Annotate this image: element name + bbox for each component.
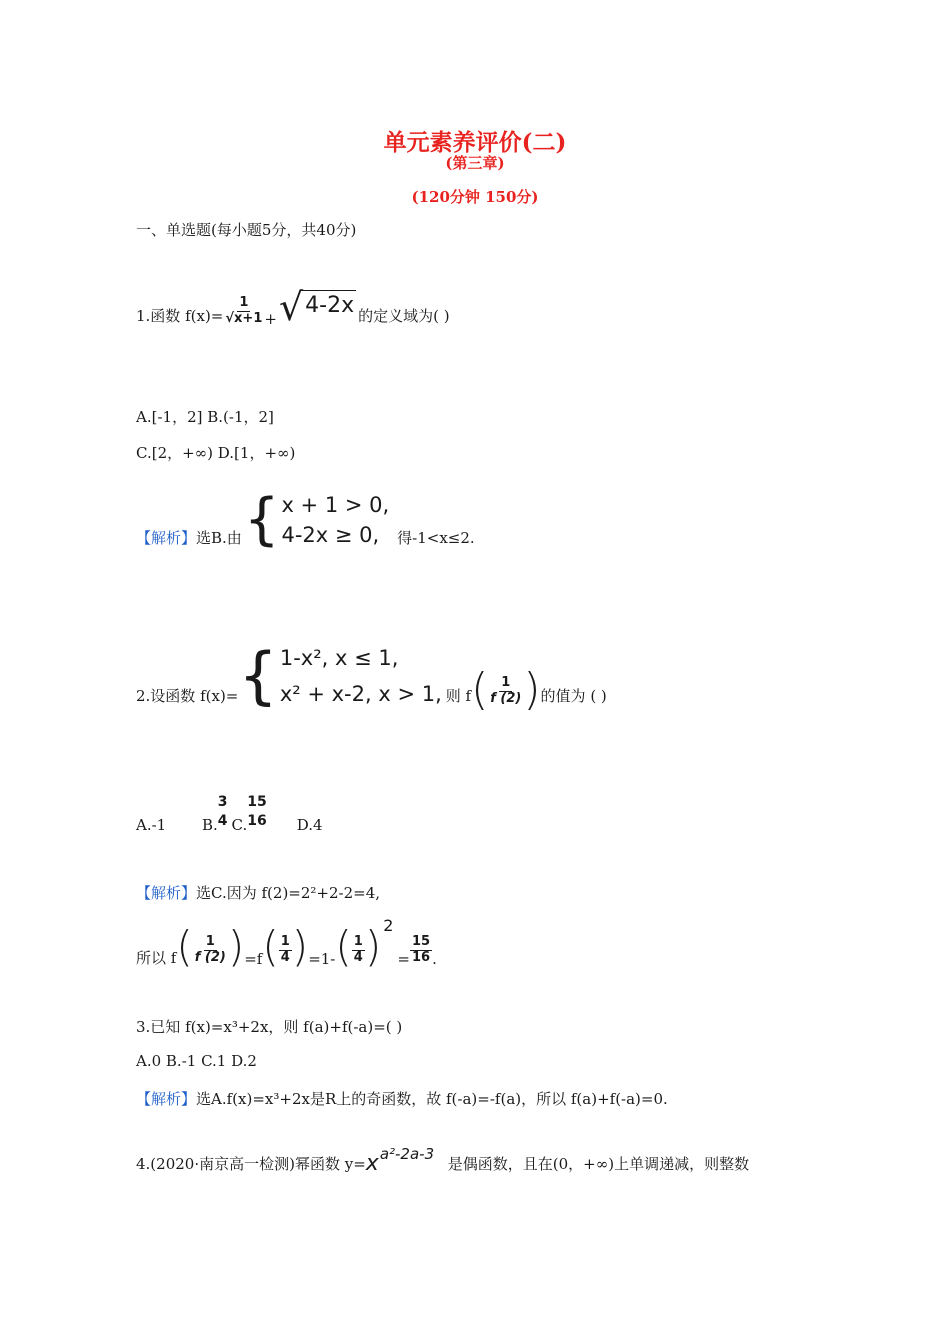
q3-solution	[136, 1088, 668, 1109]
q2-sol2-frac3	[352, 935, 365, 965]
q2-solution	[136, 882, 380, 903]
q1-case-2: 4-2x ≥ 0,	[281, 523, 380, 547]
question-1	[136, 276, 450, 336]
q2-prefix: 2.设函数 f(x)=	[136, 687, 239, 705]
page-title: 单元素养评价(二)	[383, 129, 567, 156]
q2-solution-line2	[136, 916, 437, 970]
right-paren-icon: )	[291, 922, 309, 971]
q4-suffix: 是偶函数，且在(0，+∞)上单调递减，则整数	[447, 1155, 750, 1173]
q3-solution-tag: 【解析】	[136, 1090, 197, 1108]
q2-sol2-frac2-den: 4	[280, 949, 290, 965]
q2-frac-num: 1	[501, 675, 511, 691]
q2-sol2-frac4-den: 16	[411, 949, 431, 965]
time-score: (120分钟 150分)	[411, 188, 539, 206]
q2-sol2-eq3: =	[397, 950, 410, 968]
q2-frac-den: f (2)	[490, 690, 522, 706]
q2-case-1: 1-x², x ≤ 1,	[279, 646, 399, 670]
q1-frac-den: √x+1	[225, 310, 263, 326]
right-paren-icon: )	[227, 922, 245, 971]
q2-sol2-frac2	[279, 935, 292, 965]
q2-option-b-den: 4	[217, 813, 228, 830]
q2-option-b-num: 3	[217, 793, 228, 810]
q2-suffix: 的值为 ( )	[540, 687, 607, 705]
q2-fraction	[488, 676, 523, 706]
chapter-label: (第三章)	[445, 154, 505, 172]
left-paren-icon: (	[471, 664, 489, 715]
left-brace-icon: {	[243, 487, 280, 552]
q1-plus: +	[264, 310, 277, 328]
q2-solution-text: 选C.因为 f(2)=2²+2-2=4,	[196, 884, 381, 902]
q2-sol2-eq2: =1-	[308, 950, 336, 968]
q4-base: x	[365, 1151, 379, 1176]
q2-sol2-end: .	[432, 950, 437, 968]
q2-option-a: A.-1	[136, 816, 167, 834]
q2-mid: 则 f	[445, 687, 472, 705]
q1-solution-tag: 【解析】	[136, 529, 197, 547]
right-paren-icon: )	[523, 664, 541, 715]
left-brace-icon: {	[238, 639, 278, 712]
right-paren-icon: )	[364, 922, 382, 971]
q2-sol2-frac1-den: f (2)	[194, 949, 226, 965]
q1-suffix: 的定义域为( )	[358, 307, 450, 325]
question-4	[136, 1130, 749, 1176]
q2-solution-tag: 【解析】	[136, 884, 197, 902]
q2-option-c-frac	[247, 793, 266, 832]
q3-options: A.0 B.-1 C.1 D.2	[136, 1052, 257, 1070]
q2-option-b-label: B.	[202, 816, 218, 834]
q2-sol2-exponent: 2	[383, 916, 394, 935]
q1-solution-text: 选B.由	[196, 529, 242, 547]
section-heading: 一、单选题(每小题5分，共40分)	[136, 221, 357, 239]
q2-sol2-prefix: 所以 f	[136, 949, 177, 967]
q1-fraction	[223, 296, 264, 326]
q1-sqrt-body: 4-2x	[303, 290, 356, 318]
question-2	[136, 632, 607, 715]
q1-cases	[243, 487, 390, 552]
q2-sol2-frac2-num: 1	[280, 934, 290, 950]
q2-sol2-frac4-num: 15	[411, 934, 431, 950]
q4-power	[366, 1145, 448, 1176]
q2-cases	[238, 640, 441, 712]
q2-option-b-frac	[218, 793, 228, 832]
q2-sol2-frac4	[410, 935, 432, 965]
sqrt-sign-icon: √	[278, 285, 304, 329]
q2-options	[136, 786, 323, 836]
q2-sol2-frac3-num: 1	[353, 934, 363, 950]
q2-sol2-frac3-den: 4	[353, 949, 363, 965]
q1-frac-num: 1	[239, 295, 249, 311]
left-paren-icon: (	[262, 922, 279, 971]
q1-solution-result: 得-1<x≤2.	[397, 529, 475, 547]
q2-option-c-label: C.	[231, 816, 248, 834]
q2-option-c-den: 16	[247, 813, 267, 830]
q1-solution	[136, 482, 475, 550]
left-paren-icon: (	[176, 922, 193, 971]
q1-prefix: 1.函数 f(x)=	[136, 307, 224, 325]
q4-prefix: 4.(2020·南京高一检测)幂函数 y=	[136, 1155, 366, 1173]
q1-case-1: x + 1 > 0,	[281, 493, 390, 517]
q1-options-line1: A.[-1，2] B.(-1，2]	[136, 408, 274, 426]
q2-option-c-num: 15	[247, 793, 267, 810]
q2-option-d: D.4	[296, 816, 323, 834]
left-paren-icon: (	[335, 922, 352, 971]
q1-options-line2: C.[2，+∞) D.[1，+∞)	[136, 444, 296, 462]
question-3: 3.已知 f(x)=x³+2x，则 f(a)+f(-a)=( )	[136, 1018, 403, 1036]
q1-sqrt	[278, 285, 356, 329]
q2-sol2-frac1	[193, 935, 228, 965]
q2-sol2-eq1: =f	[244, 950, 263, 968]
q4-exponent: a²-2a-3	[379, 1145, 435, 1163]
q2-sol2-frac1-num: 1	[205, 934, 215, 950]
q3-solution-text: 选A.f(x)=x³+2x是R上的奇函数，故 f(-a)=-f(a)，所以 f(a)+f(-a)=0.	[196, 1090, 668, 1108]
q2-case-2: x² + x-2, x > 1,	[279, 682, 442, 706]
